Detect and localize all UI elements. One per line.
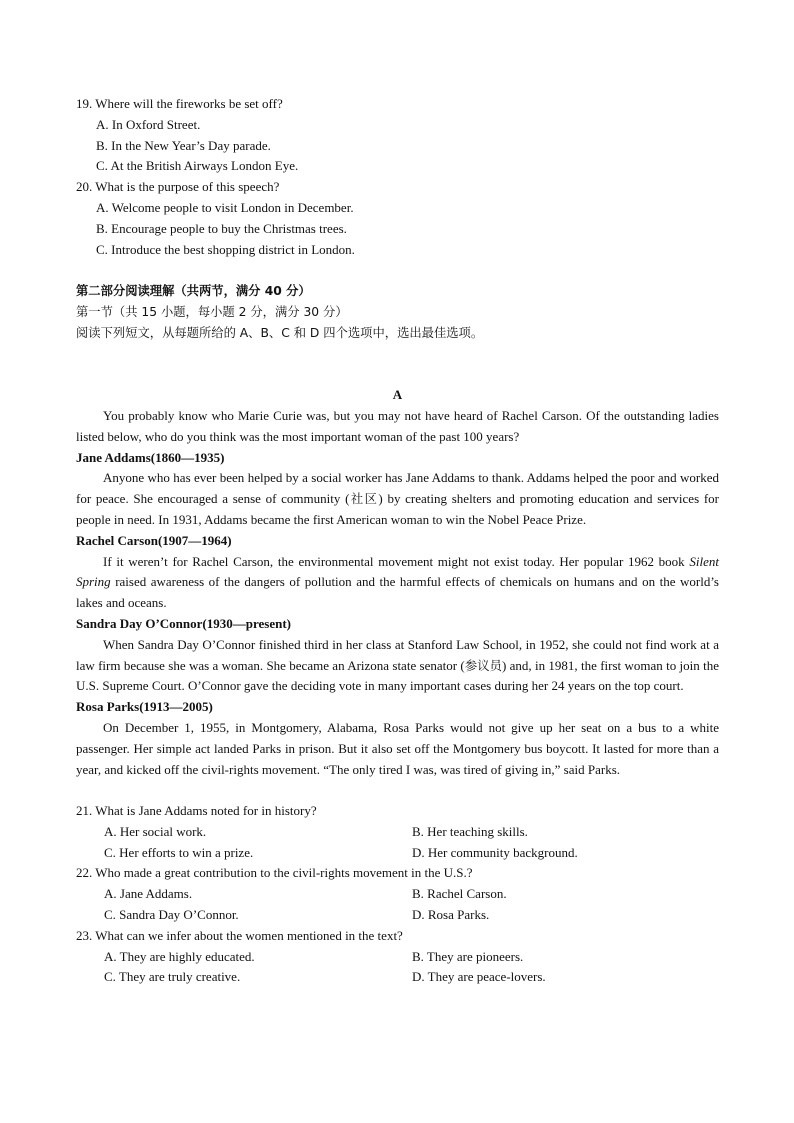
person-paragraph-carson: If it weren’t for Rachel Carson, the environmental movement might not exist today. Her popular 1962 book Silent Spring raised awareness of the dangers of pollution and the harmful effects of chemicals on humans and on the world’s lakes and oceans. bbox=[76, 553, 719, 611]
section-instruction: 阅读下列短文，从每题所给的 A、B、C 和 D 四个选项中，选出最佳选项。 bbox=[76, 325, 484, 340]
option-22-a: A. Jane Addams. bbox=[104, 886, 193, 902]
option-23-a: A. They are highly educated. bbox=[104, 948, 255, 964]
option-20-c: C. Introduce the best shopping district in London. bbox=[96, 241, 355, 257]
person-heading-oconnor: Sandra Day O’Connor(1930—present) bbox=[76, 615, 291, 631]
options-row bbox=[76, 822, 719, 843]
person-heading-carson: Rachel Carson(1907—1964) bbox=[76, 532, 232, 548]
question-19: 19. Where will the fireworks be set off? bbox=[76, 96, 283, 111]
options-row bbox=[76, 947, 719, 968]
options-row bbox=[76, 843, 719, 864]
person-heading-addams: Jane Addams(1860—1935) bbox=[76, 449, 225, 465]
option-21-d: D. Her community background. bbox=[412, 844, 578, 860]
spacer bbox=[76, 260, 719, 281]
section-title: 第二部分阅读理解（共两节，满分 40 分） bbox=[76, 284, 311, 299]
person-paragraph-addams: Anyone who has ever been helped by a social worker has Jane Addams to thank. Addams helped the poor and worked for peace. She encouraged a sense of community (社区) by creating shelters and promoting education and services for people in need. In 1931, Addams became the first American woman to win the Nobel Peace Prize. bbox=[76, 470, 719, 527]
chinese-gloss: 社区 bbox=[349, 492, 379, 507]
exam-page bbox=[76, 94, 719, 988]
chinese-gloss: 参议员 bbox=[464, 658, 502, 673]
person-heading-parks: Rosa Parks(1913—2005) bbox=[76, 699, 213, 715]
book-title: Silent Spring bbox=[76, 553, 719, 590]
option-19-b: B. In the New Year’s Day parade. bbox=[96, 137, 271, 153]
option-21-b: B. Her teaching skills. bbox=[412, 823, 528, 839]
option-21-c: C. Her efforts to win a prize. bbox=[104, 844, 254, 860]
passage-label: A bbox=[392, 387, 403, 403]
person-paragraph-parks: On December 1, 1955, in Montgomery, Alabama, Rosa Parks would not give up her seat on a bus to a white passenger. Her simple act landed Parks in prison. But it also set off the Montgomery bus boycott. It lasted for more than a year, and kicked off the civil-rights movement. “The only tired I was, was tired of giving in,” said Parks. bbox=[76, 719, 719, 777]
option-22-c: C. Sandra Day O’Connor. bbox=[104, 907, 239, 923]
question-23: 23. What can we infer about the women mentioned in the text? bbox=[76, 927, 403, 943]
passage-intro: You probably know who Marie Curie was, but you may not have heard of Rachel Carson. Of the outstanding ladies listed below, who do you think was the most important woman of the past 100 years? bbox=[76, 407, 719, 444]
person-paragraph-oconnor: When Sandra Day O’Connor finished third in her class at Stanford Law School, in 1952, she could not find work at a law firm because she was a woman. She became an Arizona state senator (参议员) and, in 1981, the first woman to join the U.S. Supreme Court. O’Connor gave the deciding vote in many important cases during her 24 years on the top court. bbox=[76, 636, 719, 694]
option-20-b: B. Encourage people to buy the Christmas trees. bbox=[96, 220, 347, 236]
spacer bbox=[76, 344, 719, 365]
option-19-c: C. At the British Airways London Eye. bbox=[96, 158, 299, 174]
spacer bbox=[76, 780, 719, 801]
option-22-b: B. Rachel Carson. bbox=[412, 886, 507, 902]
option-23-b: B. They are pioneers. bbox=[412, 948, 524, 964]
option-22-d: D. Rosa Parks. bbox=[412, 907, 490, 923]
question-21: 21. What is Jane Addams noted for in history? bbox=[76, 803, 317, 819]
option-23-c: C. They are truly creative. bbox=[104, 969, 241, 985]
option-20-a: A. Welcome people to visit London in December. bbox=[96, 199, 354, 215]
spacer bbox=[76, 364, 719, 385]
option-21-a: A. Her social work. bbox=[104, 823, 207, 839]
section-subtitle: 第一节（共 15 小题，每小题 2 分，满分 30 分） bbox=[76, 304, 348, 319]
options-row bbox=[76, 884, 719, 905]
option-23-d: D. They are peace-lovers. bbox=[412, 969, 546, 985]
options-row bbox=[76, 905, 719, 926]
options-row bbox=[76, 967, 719, 988]
option-19-a: A. In Oxford Street. bbox=[96, 116, 201, 132]
question-20: 20. What is the purpose of this speech? bbox=[76, 179, 280, 195]
question-22: 22. Who made a great contribution to the civil-rights movement in the U.S.? bbox=[76, 865, 473, 881]
